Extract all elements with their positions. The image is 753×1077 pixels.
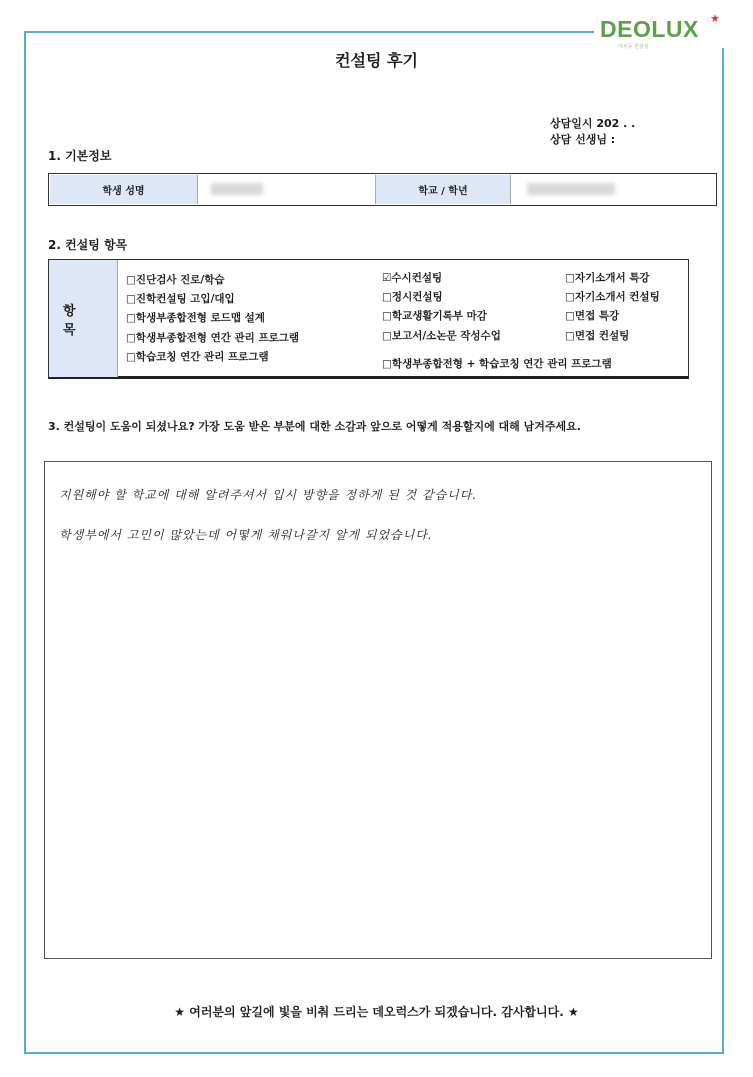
consulting-items-table bbox=[48, 259, 689, 379]
items-row-header: 항 목 bbox=[49, 260, 118, 377]
option-item: □보고서/소논문 작성수업 bbox=[382, 330, 501, 342]
student-name-redacted bbox=[211, 183, 263, 195]
brand-name: DEOLUX bbox=[600, 16, 699, 42]
option-item: □학습코칭 연간 관리 프로그램 bbox=[126, 351, 269, 363]
section2-heading: 2. 컨설팅 항목 bbox=[48, 238, 128, 252]
school-grade-label: 학교 / 학년 bbox=[375, 175, 511, 204]
option-item: □자기소개서 특강 bbox=[565, 272, 650, 284]
consult-teacher: 상담 선생님 : bbox=[550, 133, 616, 146]
brand-logo bbox=[594, 14, 734, 48]
option-item: □진학컨설팅 고입/대입 bbox=[126, 293, 235, 305]
handwritten-line: 지원해야 할 학교에 대해 알려주셔서 입시 방향을 정하게 된 것 같습니다. bbox=[59, 488, 478, 502]
option-item: □자기소개서 컨설팅 bbox=[565, 291, 660, 303]
option-item: □학생부종합전형 + 학습코칭 연간 관리 프로그램 bbox=[382, 358, 612, 370]
option-item-checked: ☑수시컨설팅 bbox=[382, 272, 443, 284]
option-item: □면접 컨설팅 bbox=[565, 330, 630, 342]
option-item: □학교생활기록부 마감 bbox=[382, 310, 487, 322]
option-item: □정시컨설팅 bbox=[382, 291, 443, 303]
student-name-label: 학생 성명 bbox=[50, 175, 198, 204]
footer-message: ★ 여러분의 앞길에 빛을 비춰 드리는 데오럭스가 되겠습니다. 감사합니다. ★ bbox=[174, 1005, 579, 1019]
school-grade-redacted bbox=[527, 183, 615, 195]
section3-question: 3. 컨설팅이 도움이 되셨나요? 가장 도움 받은 부분에 대한 소감과 앞으로 어떻게 적용할지에 대해 남겨주세요. bbox=[48, 420, 581, 433]
star-icon: ★ bbox=[710, 12, 720, 25]
brand-tagline: 대치동 컨설팅 bbox=[618, 44, 649, 50]
option-item: □학생부종합전형 연간 관리 프로그램 bbox=[126, 332, 300, 344]
page-title: 컨설팅 후기 bbox=[335, 51, 418, 70]
section1-heading: 1. 기본정보 bbox=[48, 149, 112, 163]
answer-box bbox=[44, 461, 712, 959]
basic-info-table bbox=[48, 173, 717, 206]
option-item: □면접 특강 bbox=[565, 310, 620, 322]
consult-date: 상담일시 202 . . bbox=[550, 117, 636, 130]
option-item: □학생부종합전형 로드맵 설계 bbox=[126, 312, 265, 324]
option-item: □진단검사 진로/학습 bbox=[126, 274, 225, 286]
handwritten-line: 학생부에서 고민이 많았는데 어떻게 채워나갈지 알게 되었습니다. bbox=[59, 528, 433, 542]
